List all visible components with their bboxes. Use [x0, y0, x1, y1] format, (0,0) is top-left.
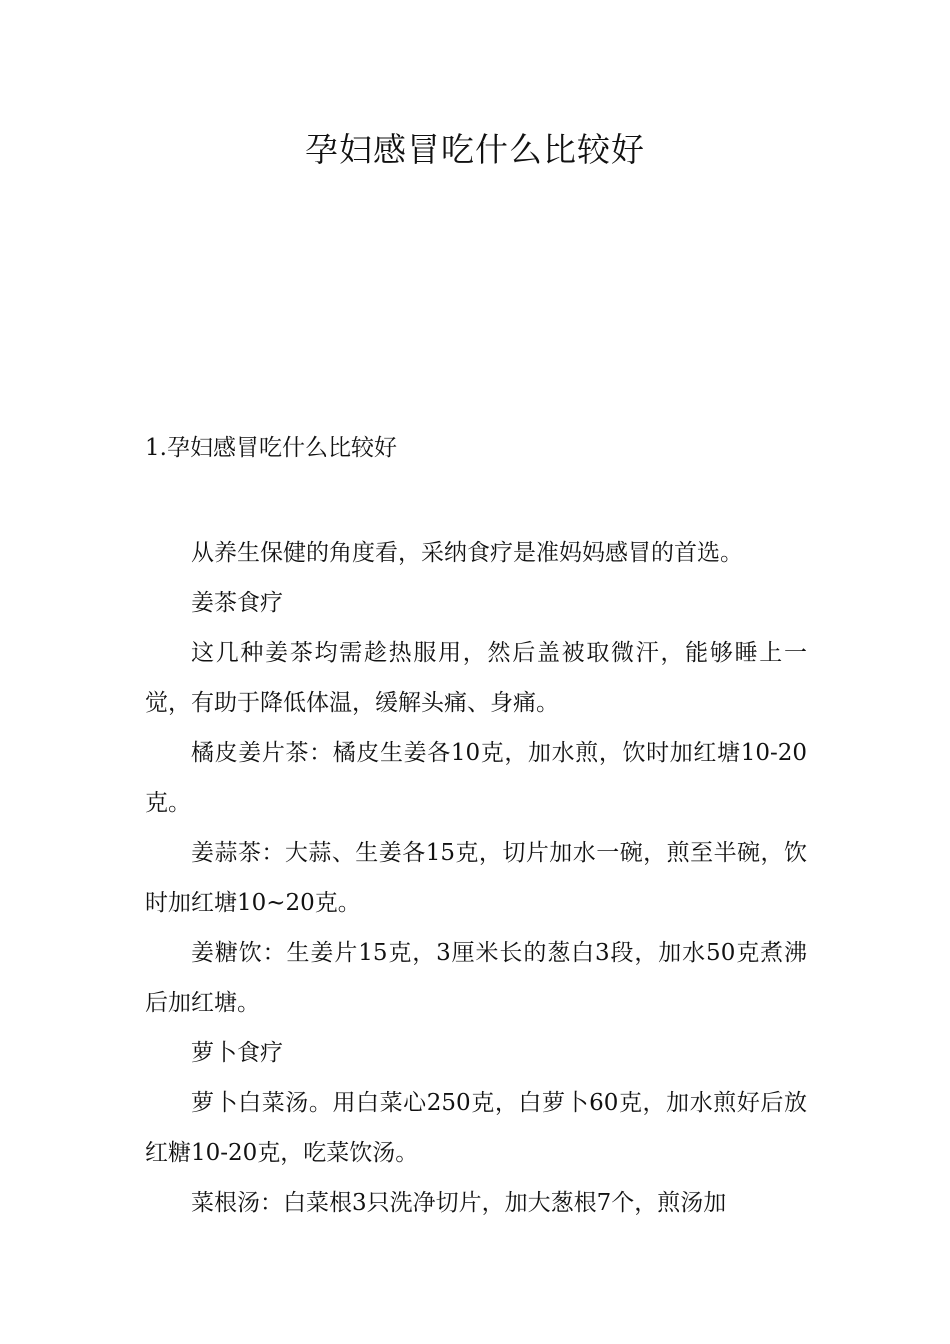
paragraph-ginger-sugar-drink: 姜糖饮：生姜片15克，3厘米长的葱白3段，加水50克煮沸后加红塘。: [145, 940, 807, 1016]
paragraph-cabbage-root-soup: 菜根汤：白菜根3只洗净切片，加大葱根7个，煎汤加: [191, 1190, 727, 1216]
paragraph-radish-cabbage-soup: 萝卜白菜汤。用白菜心250克，白萝卜60克，加水煎好后放红糖10-20克，吃菜饮汤。: [145, 1090, 807, 1166]
paragraph-orange-peel-ginger-tea: 橘皮姜片茶：橘皮生姜各10克，加水煎，饮时加红塘10-20克。: [145, 740, 807, 816]
document-title: 孕妇感冒吃什么比较好: [305, 130, 645, 169]
paragraph-intro: 从养生保健的角度看，采纳食疗是准妈妈感冒的首选。: [191, 540, 743, 566]
document-body: [145, 528, 807, 1228]
paragraph-ginger-tea-usage: 这几种姜茶均需趁热服用，然后盖被取微汗，能够睡上一觉，有助于降低体温，缓解头痛、身痛。: [145, 640, 807, 716]
paragraph-ginger-garlic-tea: 姜蒜茶：大蒜、生姜各15克，切片加水一碗，煎至半碗，饮时加红塘10~20克。: [145, 840, 807, 916]
subheading-radish: 萝卜食疗: [191, 1040, 283, 1066]
subheading-ginger-tea: 姜茶食疗: [191, 590, 283, 616]
section-heading: 1.孕妇感冒吃什么比较好: [145, 435, 397, 461]
